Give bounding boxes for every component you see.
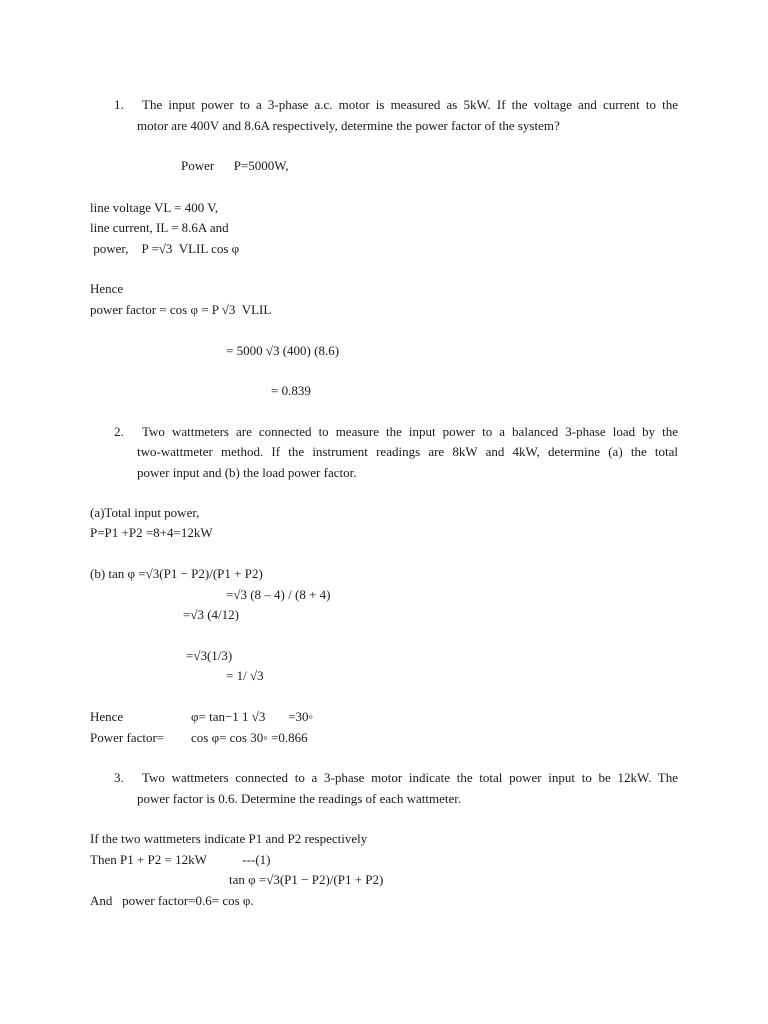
solution-line: = 1/ √3: [226, 668, 264, 683]
question-text-line: Two wattmeters are connected to measure the input power to a balanced 3-phase load by the: [142, 424, 678, 439]
question-text-line: Two wattmeters connected to a 3-phase motor indicate the total power input to be 12kW. The: [142, 770, 678, 785]
question-text-line: power input and (b) the load power factor.: [137, 465, 357, 480]
solution-line: And power factor=0.6= cos φ.: [90, 893, 254, 908]
solution-line: Hence: [90, 709, 124, 724]
solution-line: line voltage VL = 400 V,: [90, 200, 219, 215]
question-text-line: motor are 400V and 8.6A respectively, determine the power factor of the system?: [137, 118, 560, 133]
solution-line: (b) tan φ =√3(P1 − P2)/(P1 + P2): [90, 566, 263, 581]
solution-line: If the two wattmeters indicate P1 and P2 respectively: [90, 831, 368, 846]
solution-line: =√3(1/3): [186, 648, 233, 663]
solution-line: power, P =√3 VLIL cos φ: [90, 241, 240, 256]
solution-line: (a)Total input power,: [90, 505, 200, 520]
solution-line: Power P=5000W,: [181, 158, 289, 173]
question-text-line: power factor is 0.6. Determine the readings of each wattmeter.: [137, 791, 462, 806]
solution-line: =√3 (4/12): [183, 607, 239, 622]
solution-line: P=P1 +P2 =8+4=12kW: [90, 525, 213, 540]
solution-line: = 5000 √3 (400) (8.6): [226, 343, 340, 358]
question-text-line: two-wattmeter method. If the instrument readings are 8kW and 4kW, determine (a) the total: [137, 444, 678, 459]
solution-line: Hence: [90, 281, 124, 296]
solution-line: = 0.839: [271, 383, 311, 398]
solution-line: tan φ =√3(P1 − P2)/(P1 + P2): [229, 872, 384, 887]
solution-line: power factor = cos φ = P √3 VLIL: [90, 302, 272, 317]
question-number: 2.: [114, 424, 124, 439]
solution-line: Then P1 + P2 = 12kW ---(1): [90, 852, 271, 867]
solution-line: φ= tan−1 1 √3 =30◦: [191, 709, 314, 724]
solution-line: cos φ= cos 30◦ =0.866: [191, 730, 308, 745]
question-number: 3.: [114, 770, 124, 785]
question-text-line: The input power to a 3-phase a.c. motor is measured as 5kW. If the voltage and current to the: [142, 97, 678, 112]
solution-line: Power factor=: [90, 730, 165, 745]
question-number: 1.: [114, 97, 124, 112]
solution-line: line current, IL = 8.6A and: [90, 220, 229, 235]
solution-line: =√3 (8 – 4) / (8 + 4): [226, 587, 331, 602]
